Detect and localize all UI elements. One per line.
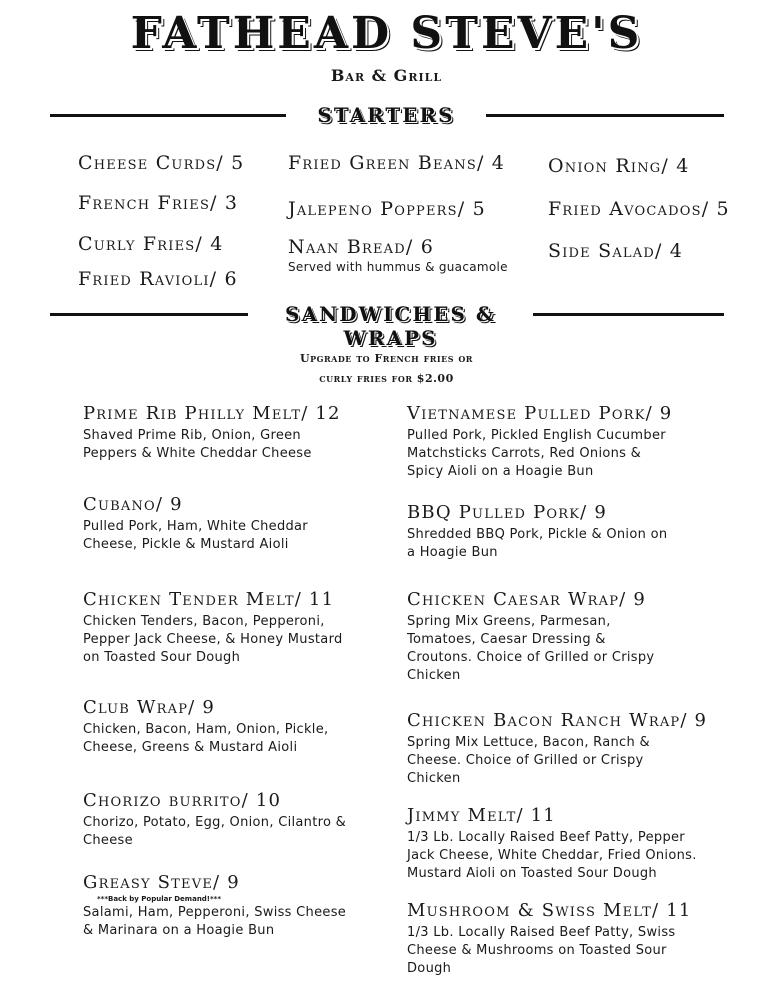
menu-item-name: Mushroom & Swiss Melt/ 11 [407,900,692,921]
starter-item: Curly Fries/ 4 [78,233,224,255]
menu-item [83,494,413,554]
menu-item-description: Pulled Pork, Pickled English Cucumber Matchsticks Carrots, Red Onions & Spicy Aioli on a Hoagie Bun [407,428,666,479]
menu-item [407,710,747,788]
restaurant-title: FATHEAD STEVE'S [130,8,643,59]
menu-item-description: Chicken Tenders, Bacon, Pepperoni, Pepper Jack Cheese, & Honey Mustard on Toasted Sour Dough [83,614,343,665]
divider-right [486,114,724,117]
menu-item-description: Spring Mix Lettuce, Bacon, Ranch & Cheese. Choice of Grilled or Crispy Chicken [407,735,650,786]
menu-item-description: Shredded BBQ Pork, Pickle & Onion on a Hoagie Bun [407,527,668,560]
menu-item-name: Jimmy Melt/ 11 [407,805,556,826]
starter-item: French Fries/ 3 [78,192,239,214]
menu-item-name: Chicken Tender Melt/ 11 [83,589,335,610]
starter-item: Side Salad/ 4 [548,240,684,262]
sandwiches-heading [248,302,533,350]
menu-item-description: 1/3 Lb. Locally Raised Beef Patty, Pepper Jack Cheese, White Cheddar, Fried Onions. Mustard Aioli on Toasted Sour Dough [407,830,697,881]
menu-item-description: Chicken, Bacon, Ham, Onion, Pickle, Cheese, Greens & Mustard Aioli [83,722,329,755]
upgrade-note: Upgrade to French fries or [300,352,473,365]
divider-left [50,114,286,117]
menu-item [83,403,413,463]
sandwiches-heading-line: WRAPS [343,326,438,350]
menu-item-name: Chicken Bacon Ranch Wrap/ 9 [407,710,708,731]
menu-item [407,403,737,481]
starter-description: Served with hummus & guacamole [288,260,508,274]
starter-item: Fried Ravioli/ 6 [78,268,238,290]
menu-item-name: Club Wrap/ 9 [83,697,215,718]
restaurant-subtitle: Bar & Grill [330,66,443,85]
menu-item-name: Chicken Caesar Wrap/ 9 [407,589,647,610]
menu-item-description: Pulled Pork, Ham, White Cheddar Cheese, Pickle & Mustard Aioli [83,519,308,552]
menu-item [407,502,737,562]
menu-item-description: Spring Mix Greens, Parmesan, Tomatoes, Caesar Dressing & Croutons. Choice of Grilled or Crispy Chicken [407,614,655,683]
menu-item-description: Chorizo, Potato, Egg, Onion, Cilantro & Cheese [83,815,347,848]
divider-left [50,313,248,316]
menu-item-name: BBQ Pulled Pork/ 9 [407,502,608,523]
menu-item-name: Chorizo burrito/ 10 [83,790,282,811]
starter-item: Fried Green Beans/ 4 [288,152,506,174]
starters-heading: STARTERS [317,103,455,127]
menu-item [407,589,737,685]
divider-right [533,313,724,316]
menu-item [407,900,747,978]
menu-item-name: Cubano/ 9 [83,494,183,515]
starter-item: Fried Avocados/ 5 [548,198,730,220]
starter-item: Naan Bread/ 6 [288,236,434,258]
starter-item: Onion Ring/ 4 [548,155,690,177]
menu-item-note: ***Back by Popular Demand!*** [97,895,221,903]
starter-item: Cheese Curds/ 5 [78,152,245,174]
menu-item-name: Greasy Steve/ 9 [83,872,240,893]
menu-item [83,872,413,940]
menu-item [83,790,413,850]
menu-item-name: Vietnamese Pulled Pork/ 9 [407,403,673,424]
menu-item-description: Shaved Prime Rib, Onion, Green Peppers & White Cheddar Cheese [83,428,312,461]
sandwiches-heading-line: SANDWICHES & [285,302,496,326]
menu-item-description: 1/3 Lb. Locally Raised Beef Patty, Swiss Cheese & Mushrooms on Toasted Sour Dough [407,925,676,976]
starter-item: Jalepeno Poppers/ 5 [288,198,486,220]
upgrade-note: curly fries for $2.00 [319,372,454,385]
menu-item [83,589,413,667]
menu-item [83,697,413,757]
menu-item [407,805,737,883]
menu-item-description: Salami, Ham, Pepperoni, Swiss Cheese & Marinara on a Hoagie Bun [83,905,347,938]
menu-item-name: Prime Rib Philly Melt/ 12 [83,403,341,424]
